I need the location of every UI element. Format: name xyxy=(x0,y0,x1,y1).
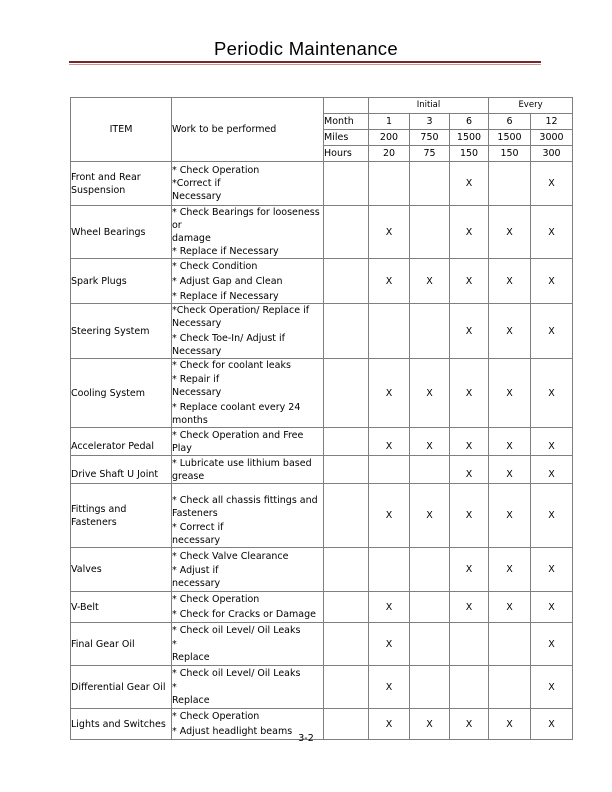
work-line: * xyxy=(172,682,177,693)
interval-mark: X xyxy=(489,206,531,259)
interval-mark: X xyxy=(489,304,531,359)
miles-value: 200 xyxy=(369,130,410,146)
table-row xyxy=(71,548,573,592)
interval-mark: X xyxy=(531,428,573,456)
every-header: Every xyxy=(489,98,573,114)
interval-mark: X xyxy=(531,709,573,740)
blank-cell xyxy=(324,548,369,592)
work-line: * Lubricate use lithium based xyxy=(172,457,312,469)
interval-mark xyxy=(450,623,489,666)
header-blank-cell xyxy=(324,98,369,114)
work-line: damage xyxy=(172,233,211,244)
interval-mark xyxy=(410,548,450,592)
work-line: * Check for coolant leaks xyxy=(172,360,291,371)
table-row xyxy=(71,259,573,304)
interval-mark xyxy=(450,666,489,709)
work-line: * Check Operation xyxy=(172,594,260,605)
interval-mark: X xyxy=(410,359,450,428)
work-description xyxy=(172,304,324,359)
month-value: 1 xyxy=(369,114,410,130)
interval-mark: X xyxy=(369,359,410,428)
title-rule xyxy=(69,61,541,63)
hours-value: 150 xyxy=(450,146,489,162)
interval-mark xyxy=(410,623,450,666)
work-line: * Check Condition xyxy=(172,260,258,272)
interval-mark xyxy=(410,666,450,709)
blank-cell xyxy=(324,592,369,623)
page-number: 3-2 xyxy=(298,733,314,744)
work-line: Necessary xyxy=(172,191,222,202)
interval-mark xyxy=(410,304,450,359)
interval-mark: X xyxy=(531,206,573,259)
work-line: * Replace if Necessary xyxy=(172,290,279,302)
interval-mark xyxy=(369,456,410,484)
work-line: * Check Bearings for looseness or xyxy=(172,207,320,231)
table-row xyxy=(71,666,573,709)
interval-mark: X xyxy=(410,709,450,740)
interval-mark: X xyxy=(531,359,573,428)
table-row xyxy=(71,162,573,206)
work-line: * Check Operation xyxy=(172,711,260,722)
item-name: Front and Rear Suspension xyxy=(71,162,172,206)
interval-mark: X xyxy=(450,709,489,740)
table-row xyxy=(71,623,573,666)
work-line: * Check Operation xyxy=(172,165,260,176)
miles-value: 750 xyxy=(410,130,450,146)
work-line: *Check Operation/ Replace if Necessary xyxy=(172,305,310,329)
work-line: * Check Operation and Free xyxy=(172,429,304,441)
work-line: * Repair if xyxy=(172,374,220,385)
interval-mark: X xyxy=(489,456,531,484)
work-line: *Correct if xyxy=(172,178,221,189)
blank-cell xyxy=(324,428,369,456)
interval-mark xyxy=(410,162,450,206)
interval-mark: X xyxy=(450,304,489,359)
work-line: * Check oil Level/ Oil Leaks xyxy=(172,668,301,679)
interval-mark: X xyxy=(450,592,489,623)
maintenance-table xyxy=(70,97,573,740)
interval-mark: X xyxy=(489,592,531,623)
hours-value: 150 xyxy=(489,146,531,162)
interval-mark: X xyxy=(489,259,531,304)
item-name: Spark Plugs xyxy=(71,259,172,304)
item-name: Cooling System xyxy=(71,359,172,428)
interval-mark: X xyxy=(489,359,531,428)
work-line: * Check Toe-In/ Adjust if Necessary xyxy=(172,333,286,357)
work-description xyxy=(172,259,324,304)
work-line: Replace xyxy=(172,652,210,663)
interval-mark: X xyxy=(369,206,410,259)
item-name: Fittings and Fasteners xyxy=(71,484,172,548)
month-value: 6 xyxy=(489,114,531,130)
month-value: 3 xyxy=(410,114,450,130)
table-row xyxy=(71,359,573,428)
blank-cell xyxy=(324,484,369,548)
blank-cell xyxy=(324,206,369,259)
interval-mark: X xyxy=(369,484,410,548)
interval-mark xyxy=(410,592,450,623)
work-description xyxy=(172,623,324,666)
work-description xyxy=(172,456,324,484)
item-name: Valves xyxy=(71,548,172,592)
work-line: Play xyxy=(172,442,192,454)
work-description xyxy=(172,359,324,428)
hours-label: Hours xyxy=(324,146,369,162)
table-row xyxy=(71,592,573,623)
table-row xyxy=(71,428,573,456)
interval-mark: X xyxy=(531,259,573,304)
work-line: * Check Valve Clearance xyxy=(172,550,289,562)
page-title: Periodic Maintenance xyxy=(214,38,398,59)
interval-mark xyxy=(489,666,531,709)
interval-mark: X xyxy=(369,623,410,666)
table-row xyxy=(71,456,573,484)
interval-mark: X xyxy=(489,709,531,740)
work-description xyxy=(172,548,324,592)
month-value: 6 xyxy=(450,114,489,130)
item-name: Wheel Bearings xyxy=(71,206,172,259)
miles-value: 1500 xyxy=(489,130,531,146)
interval-mark xyxy=(410,456,450,484)
work-description xyxy=(172,206,324,259)
work-line: * Adjust headlight beams xyxy=(172,726,293,737)
blank-cell xyxy=(324,359,369,428)
interval-mark: X xyxy=(369,592,410,623)
interval-mark: X xyxy=(489,484,531,548)
interval-mark: X xyxy=(369,259,410,304)
interval-mark: X xyxy=(450,206,489,259)
hours-value: 75 xyxy=(410,146,450,162)
miles-value: 3000 xyxy=(531,130,573,146)
blank-cell xyxy=(324,623,369,666)
month-label: Month xyxy=(324,114,369,130)
interval-mark: X xyxy=(369,709,410,740)
title-rule-shadow xyxy=(69,64,541,65)
work-line: * Replace if Necessary xyxy=(172,246,279,257)
item-name: Lights and Switches xyxy=(71,709,172,740)
interval-mark: X xyxy=(450,428,489,456)
blank-cell xyxy=(324,162,369,206)
interval-mark: X xyxy=(450,162,489,206)
interval-mark: X xyxy=(531,484,573,548)
interval-mark: X xyxy=(531,304,573,359)
interval-mark: X xyxy=(450,456,489,484)
interval-mark: X xyxy=(410,428,450,456)
interval-mark: X xyxy=(450,359,489,428)
item-name: V-Belt xyxy=(71,592,172,623)
month-value: 12 xyxy=(531,114,573,130)
header-row-interval xyxy=(71,98,573,114)
interval-mark: X xyxy=(489,428,531,456)
work-line: * Replace coolant every 24 months xyxy=(172,402,301,426)
interval-mark xyxy=(369,548,410,592)
blank-cell xyxy=(324,456,369,484)
interval-mark: X xyxy=(531,592,573,623)
interval-mark xyxy=(369,162,410,206)
initial-header: Initial xyxy=(369,98,489,114)
work-description xyxy=(172,428,324,456)
interval-mark xyxy=(489,623,531,666)
interval-mark xyxy=(369,304,410,359)
hours-value: 20 xyxy=(369,146,410,162)
interval-mark xyxy=(410,206,450,259)
interval-mark: X xyxy=(369,666,410,709)
table-row xyxy=(71,206,573,259)
work-line: Necessary xyxy=(172,387,222,398)
work-line: * Adjust if xyxy=(172,564,219,576)
item-name: Steering System xyxy=(71,304,172,359)
miles-label: Miles xyxy=(324,130,369,146)
work-column-header: Work to be performed xyxy=(172,98,324,162)
interval-mark: X xyxy=(531,623,573,666)
blank-cell xyxy=(324,666,369,709)
work-line: * Adjust Gap and Clean xyxy=(172,275,283,287)
work-line: * xyxy=(172,639,177,650)
work-line: * Check oil Level/ Oil Leaks xyxy=(172,625,301,636)
work-line: Replace xyxy=(172,695,210,706)
interval-mark: X xyxy=(489,548,531,592)
work-description xyxy=(172,592,324,623)
blank-cell xyxy=(324,304,369,359)
work-line: necessary xyxy=(172,577,221,589)
table-row xyxy=(71,484,573,548)
item-name: Final Gear Oil xyxy=(71,623,172,666)
work-line: necessary xyxy=(172,535,221,546)
work-line: * Check all chassis fittings and Fasteners xyxy=(172,495,318,519)
item-name: Accelerator Pedal xyxy=(71,428,172,456)
item-column-header: ITEM xyxy=(71,98,172,162)
interval-mark: X xyxy=(450,548,489,592)
work-line: grease xyxy=(172,470,205,482)
interval-mark: X xyxy=(531,666,573,709)
work-line: * Check for Cracks or Damage xyxy=(172,609,316,620)
interval-mark: X xyxy=(531,456,573,484)
interval-mark: X xyxy=(450,484,489,548)
blank-cell xyxy=(324,259,369,304)
interval-mark: X xyxy=(410,259,450,304)
hours-value: 300 xyxy=(531,146,573,162)
work-line: * Correct if xyxy=(172,522,224,533)
interval-mark: X xyxy=(531,548,573,592)
work-description xyxy=(172,666,324,709)
item-name: Differential Gear Oil xyxy=(71,666,172,709)
interval-mark xyxy=(489,162,531,206)
miles-value: 1500 xyxy=(450,130,489,146)
interval-mark: X xyxy=(531,162,573,206)
interval-mark: X xyxy=(369,428,410,456)
item-name: Drive Shaft U Joint xyxy=(71,456,172,484)
work-description xyxy=(172,162,324,206)
table-row xyxy=(71,304,573,359)
interval-mark: X xyxy=(450,259,489,304)
interval-mark: X xyxy=(410,484,450,548)
work-description xyxy=(172,484,324,548)
